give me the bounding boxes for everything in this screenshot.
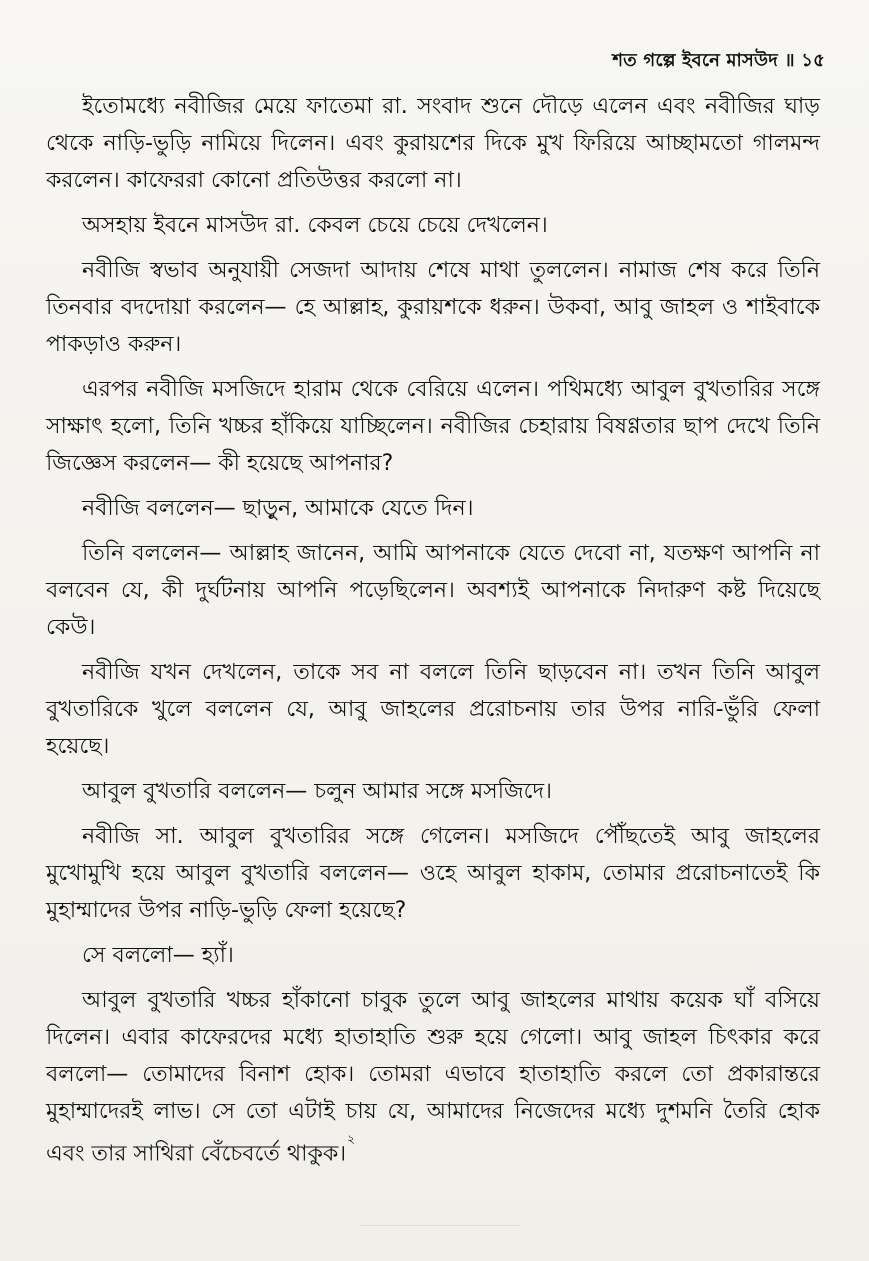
page-header <box>612 46 825 77</box>
paragraph-text: নবীজি সা. আবুল বুখতারির সঙ্গে গেলেন। মসজিদে পৌঁছতেই আবু জাহলের মুখোমুখি হয়ে আবুল বুখতারি বললেন— ওহে আবুল হাকাম, তোমার প্ররোচনাতেই কি মুহাম্মাদের উপর নাড়ি-ভুড়ি ফেলা হয়েছে? <box>46 824 820 923</box>
paragraph-6 <box>46 535 820 646</box>
paragraph-text: আবুল বুখতারি খচ্চর হাঁকানো চাবুক তুলে আবু জাহলের মাথায় কয়েক ঘাঁ বসিয়ে দিলেন। এবার কাফেরদের মধ্যে হাতাহাতি শুরু হয়ে গেলো। আবু জাহল চিৎকার করে বললো— তোমাদের বিনাশ হোক। তোমরা এভাবে হাতাহাতি করলে তো প্রকারান্তরে মুহাম্মাদেরই লাভ। সে তো এটাই চায় যে, আমাদের নিজেদের মধ্যে দুশমনি তৈরি হোক এবং তার সাথিরা বেঁচেবর্তে থাকুক। <box>46 988 820 1167</box>
paragraph-2 <box>46 207 820 244</box>
paragraph-text: আবুল বুখতারি বললেন— চলুন আমার সঙ্গে মসজিদে। <box>82 779 552 804</box>
running-title: শত গল্পে ইবনে মাসউদ <box>612 50 778 71</box>
paragraph-text: অসহায় ইবনে মাসউদ রা. কেবল চেয়ে চেয়ে দেখলেন। <box>82 213 548 238</box>
paragraph-text: নবীজি বললেন— ছাড়ুন, আমাকে যেতে দিন। <box>82 496 474 521</box>
paragraph-1 <box>46 88 820 199</box>
footnote-marker: ২ <box>347 1132 355 1146</box>
paragraph-text: ইতোমধ্যে নবীজির মেয়ে ফাতেমা রা. সংবাদ শুনে দৌড়ে এলেন এবং নবীজির ঘাড় থেকে নাড়ি-ভুড়ি নামিয়ে দিলেন। এবং কুরায়শের দিকে মুখ ফিরিয়ে আচ্ছামতো গালমন্দ করলেন। কাফেররা কোনো প্রতিউত্তর করলো না। <box>46 94 820 193</box>
paragraph-3 <box>46 252 820 363</box>
paragraph-5 <box>46 490 820 527</box>
paper-smudge <box>360 1225 520 1226</box>
paragraph-8 <box>46 773 820 810</box>
page-number: ১৫ <box>801 50 825 71</box>
paragraph-text: এরপর নবীজি মসজিদে হারাম থেকে বেরিয়ে এলেন। পথিমধ্যে আবুল বুখতারির সঙ্গে সাক্ষাৎ হলো, তিনি খচ্চর হাঁকিয়ে যাচ্ছিলেন। নবীজির চেহারায় বিষণ্ণতার ছাপ দেখে তিনি জিজ্ঞেস করলেন— কী হয়েছে আপনার? <box>46 377 820 476</box>
paragraph-10 <box>46 937 820 974</box>
paragraph-text: নবীজি যখন দেখলেন, তাকে সব না বললে তিনি ছাড়বেন না। তখন তিনি আবুল বুখতারিকে খুলে বললেন যে, আবু জাহলের প্ররোচনায় তার উপর নারি-ভুঁরি ফেলা হয়েছে। <box>46 660 820 759</box>
paragraph-text: তিনি বললেন— আল্লাহ জানেন, আমি আপনাকে যেতে দেবো না, যতক্ষণ আপনি না বলবেন যে, কী দুর্ঘটনায় আপনি পড়েছিলেন। অবশ্যই আপনাকে নিদারুণ কষ্ট দিয়েছে কেউ। <box>46 541 820 640</box>
paragraph-11 <box>46 982 820 1172</box>
paragraph-text: সে বললো— হ্যাঁ। <box>82 943 234 968</box>
header-separator: ॥ <box>784 50 795 71</box>
page-body <box>46 88 820 1180</box>
paragraph-7 <box>46 654 820 765</box>
paragraph-4 <box>46 371 820 482</box>
paragraph-text: নবীজি স্বভাব অনুযায়ী সেজদা আদায় শেষে মাথা তুললেন। নামাজ শেষ করে তিনি তিনবার বদদোয়া করলেন— হে আল্লাহ, কুরায়শকে ধরুন। উকবা, আবু জাহল ও শাইবাকে পাকড়াও করুন। <box>46 258 820 357</box>
paragraph-9 <box>46 818 820 929</box>
